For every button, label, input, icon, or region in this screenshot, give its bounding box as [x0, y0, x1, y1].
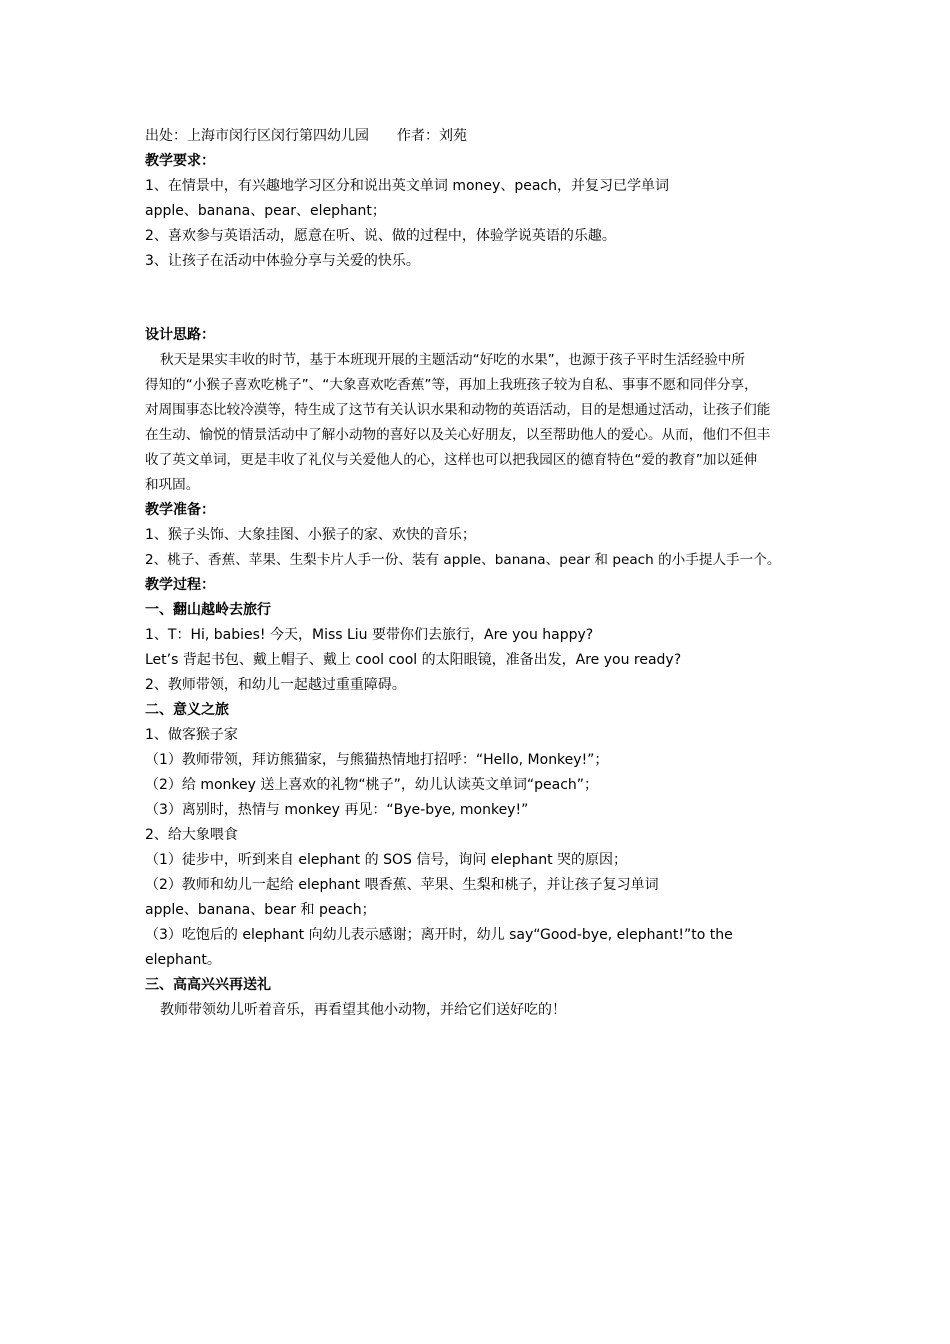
preparation-heading: 教学准备：	[145, 502, 215, 518]
design-heading: 设计思路：	[145, 327, 215, 343]
design-paragraph-line: 对周围事态比较冷漠等，特生成了这节有关认识水果和动物的英语活动，目的是想通过活动，让孩子们能	[145, 402, 771, 418]
process-line: （1）徒步中，听到来自 elephant 的 SOS 信号，询问 elephant 哭的原因；	[145, 852, 628, 868]
process-line: elephant。	[145, 952, 221, 968]
design-paragraph-line: 得知的“小猴子喜欢吃桃子”、“大象喜欢吃香蕉”等，再加上我班孩子较为自私、事事不愿和同伴分享，	[145, 377, 758, 393]
design-paragraph-line: 收了英文单词，更是丰收了礼仪与关爱他人的心，这样也可以把我园区的德育特色“爱的教育”加以延伸	[145, 452, 758, 468]
process-line: （1）教师带领，拜访熊猫家，与熊猫热情地打招呼：“Hello, Monkey!”；	[145, 752, 609, 768]
source-author-line: 出处：上海市闵行区闵行第四幼儿园 作者：刘苑	[145, 128, 467, 144]
preparation-item: 2、桃子、香蕉、苹果、生梨卡片人手一份、装有 apple、banana、pear 和 peach 的小手提人手一个。	[145, 552, 781, 568]
design-paragraph-line: 和巩固。	[145, 477, 200, 493]
process-line: apple、banana、bear 和 peach；	[145, 902, 376, 918]
process-part1-heading: 一、翻山越岭去旅行	[145, 602, 271, 618]
design-paragraph-line: 在生动、愉悦的情景活动中了解小动物的喜好以及关心好朋友，以至帮助他人的爱心。从而，他们不但丰	[145, 427, 771, 443]
process-part2-heading: 二、意义之旅	[145, 702, 229, 718]
process-line: 2、给大象喂食	[145, 827, 238, 843]
preparation-item: 1、猴子头饰、大象挂图、小猴子的家、欢快的音乐；	[145, 527, 476, 543]
process-line: 1、T：Hi, babies! 今天，Miss Liu 要带你们去旅行，Are you happy?	[145, 627, 594, 643]
process-line: 2、教师带领，和幼儿一起越过重重障碍。	[145, 677, 406, 693]
process-line: （2）教师和幼儿一起给 elephant 喂香蕉、苹果、生梨和桃子，并让孩子复习单词	[145, 877, 659, 893]
process-part3-heading: 三、高高兴兴再送礼	[145, 977, 271, 993]
process-heading: 教学过程：	[145, 577, 215, 593]
requirement-item: apple、banana、pear、elephant；	[145, 203, 386, 219]
process-line: 教师带领幼儿听着音乐，再看望其他小动物，并给它们送好吃的！	[160, 1002, 566, 1018]
requirement-item: 3、让孩子在活动中体验分享与关爱的快乐。	[145, 253, 420, 269]
process-line: Let’s 背起书包、戴上帽子、戴上 cool cool 的太阳眼镜，准备出发，Are you ready?	[145, 652, 682, 668]
design-paragraph-line: 秋天是果实丰收的时节，基于本班现开展的主题活动“好吃的水果”，也源于孩子平时生活经验中所	[160, 352, 746, 368]
section-spacer	[145, 274, 825, 323]
requirements-heading: 教学要求：	[145, 153, 215, 169]
process-line: （3）离别时，热情与 monkey 再见：“Bye-bye, monkey!”	[145, 802, 529, 818]
process-line: （3）吃饱后的 elephant 向幼儿表示感谢；离开时，幼儿 say“Good-bye, elephant!”to the	[145, 927, 733, 943]
document-body	[145, 124, 825, 1023]
requirement-item: 2、喜欢参与英语活动，愿意在听、说、做的过程中，体验学说英语的乐趣。	[145, 228, 616, 244]
process-line: 1、做客猴子家	[145, 727, 238, 743]
requirement-item: 1、在情景中，有兴趣地学习区分和说出英文单词 money、peach，并复习已学单词	[145, 178, 669, 194]
process-line: （2）给 monkey 送上喜欢的礼物“桃子”，幼儿认读英文单词“peach”；	[145, 777, 599, 793]
